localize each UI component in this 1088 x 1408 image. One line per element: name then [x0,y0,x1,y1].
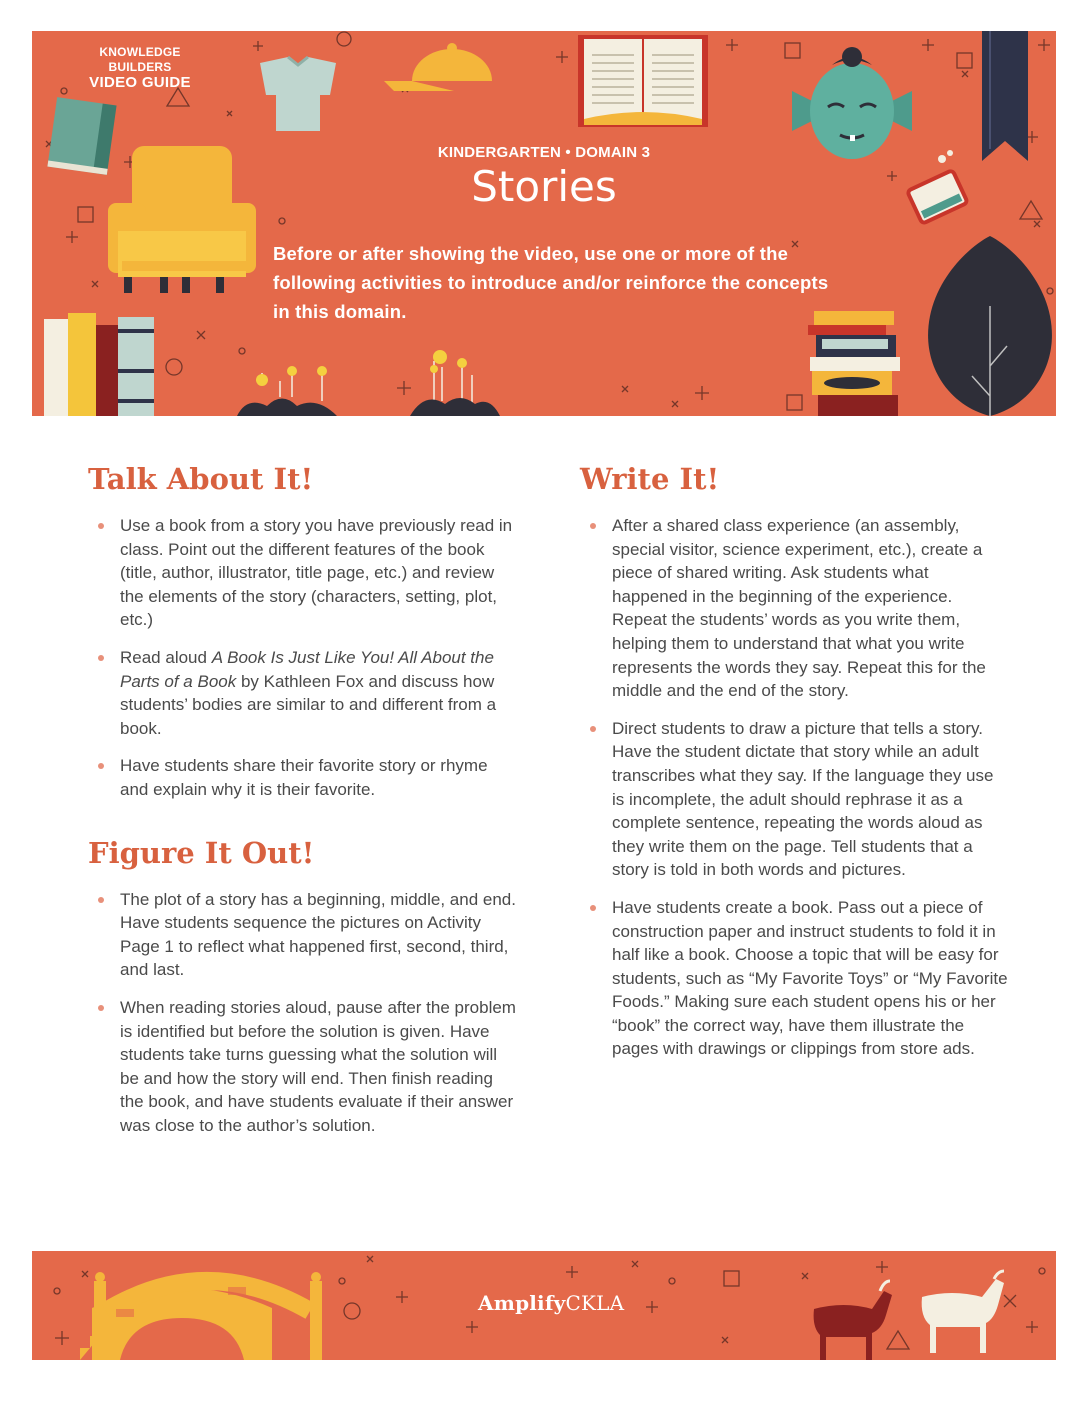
list-item-text: by Kathleen Fox and discuss how students’ bodies are similar to and different from a book. [120,671,497,738]
list-item: Direct students to draw a picture that tells a story. Have the student dictate that story while an adult transcribes what they say. If the language they use is incomplete, the adult should rephrase it as a complete sentence, repeating the words aloud as they write them on the page. Tell students that a story is told in both words and pictures. [580,717,1008,882]
intro-text: Before or after showing the video, use one or more of the following activities to introduce and/or reinforce the concepts in this domain. [273,243,829,322]
kb-line1: KNOWLEDGE BUILDERS [99,45,181,74]
amplify-ckla-logo [478,1291,624,1315]
list-item [88,646,518,740]
knowledge-builders-label [70,45,210,90]
list-item: After a shared class experience (an assembly, special visitor, science experiment, etc.), create a piece of shared writing. Ask students what happened in the beginning of the experience. Repeat the students’ words as you write them, helping them to understand that what you write represents the words they say. Repeat this for the middle and the end of the story. [580,514,1008,703]
grade-domain: KINDERGARTEN • DOMAIN 3 [437,144,651,161]
talk-list [88,514,518,802]
write-heading: Write It! [580,462,720,496]
header-banner [32,31,1056,416]
write-list [580,514,1008,1061]
list-item: When reading stories aloud, pause after the problem is identified but before the solution is given. Have students take turns guessing what the solution will be and how the story will end. Then finish reading the book, and have students evaluate if their answer was close to the author’s solution. [88,996,518,1138]
list-item: Have students create a book. Pass out a piece of construction paper and instruct students to fold it in half like a book. Choose a topic that will be easy for students, such as “My Favorite Toys” or “My Favorite Foods.” Making sure each student opens his or her “book” the correct way, have them illustrate the pages with drawings or clippings from store ads. [580,896,1008,1061]
figure-heading: Figure It Out! [88,835,315,870]
list-item-text: Read aloud [120,647,212,667]
list-item: Use a book from a story you have previously read in class. Point out the different features of the book (title, author, illustrator, title page, etc.) and review the elements of the story (characters, setting, plot, etc.) [88,514,518,632]
logo-ckla: CKLA [565,1291,625,1315]
logo-amplify: Amplify [478,1291,566,1315]
footer-banner [32,1251,1056,1360]
page-title: Stories [471,162,617,211]
left-column [88,458,518,1151]
list-item: The plot of a story has a beginning, middle, and end. Have students sequence the pictures on Activity Page 1 to reflect what happened first, second, third, and last. [88,888,518,982]
figure-list [88,888,518,1138]
right-column [580,458,1008,1075]
book-title: A Book Is Just Like You! All About the Parts of a Book [120,647,494,691]
kb-line2: VIDEO GUIDE [89,74,191,91]
talk-heading: Talk About It! [88,462,314,496]
list-item: Have students share their favorite story or rhyme and explain why it is their favorite. [88,754,518,801]
